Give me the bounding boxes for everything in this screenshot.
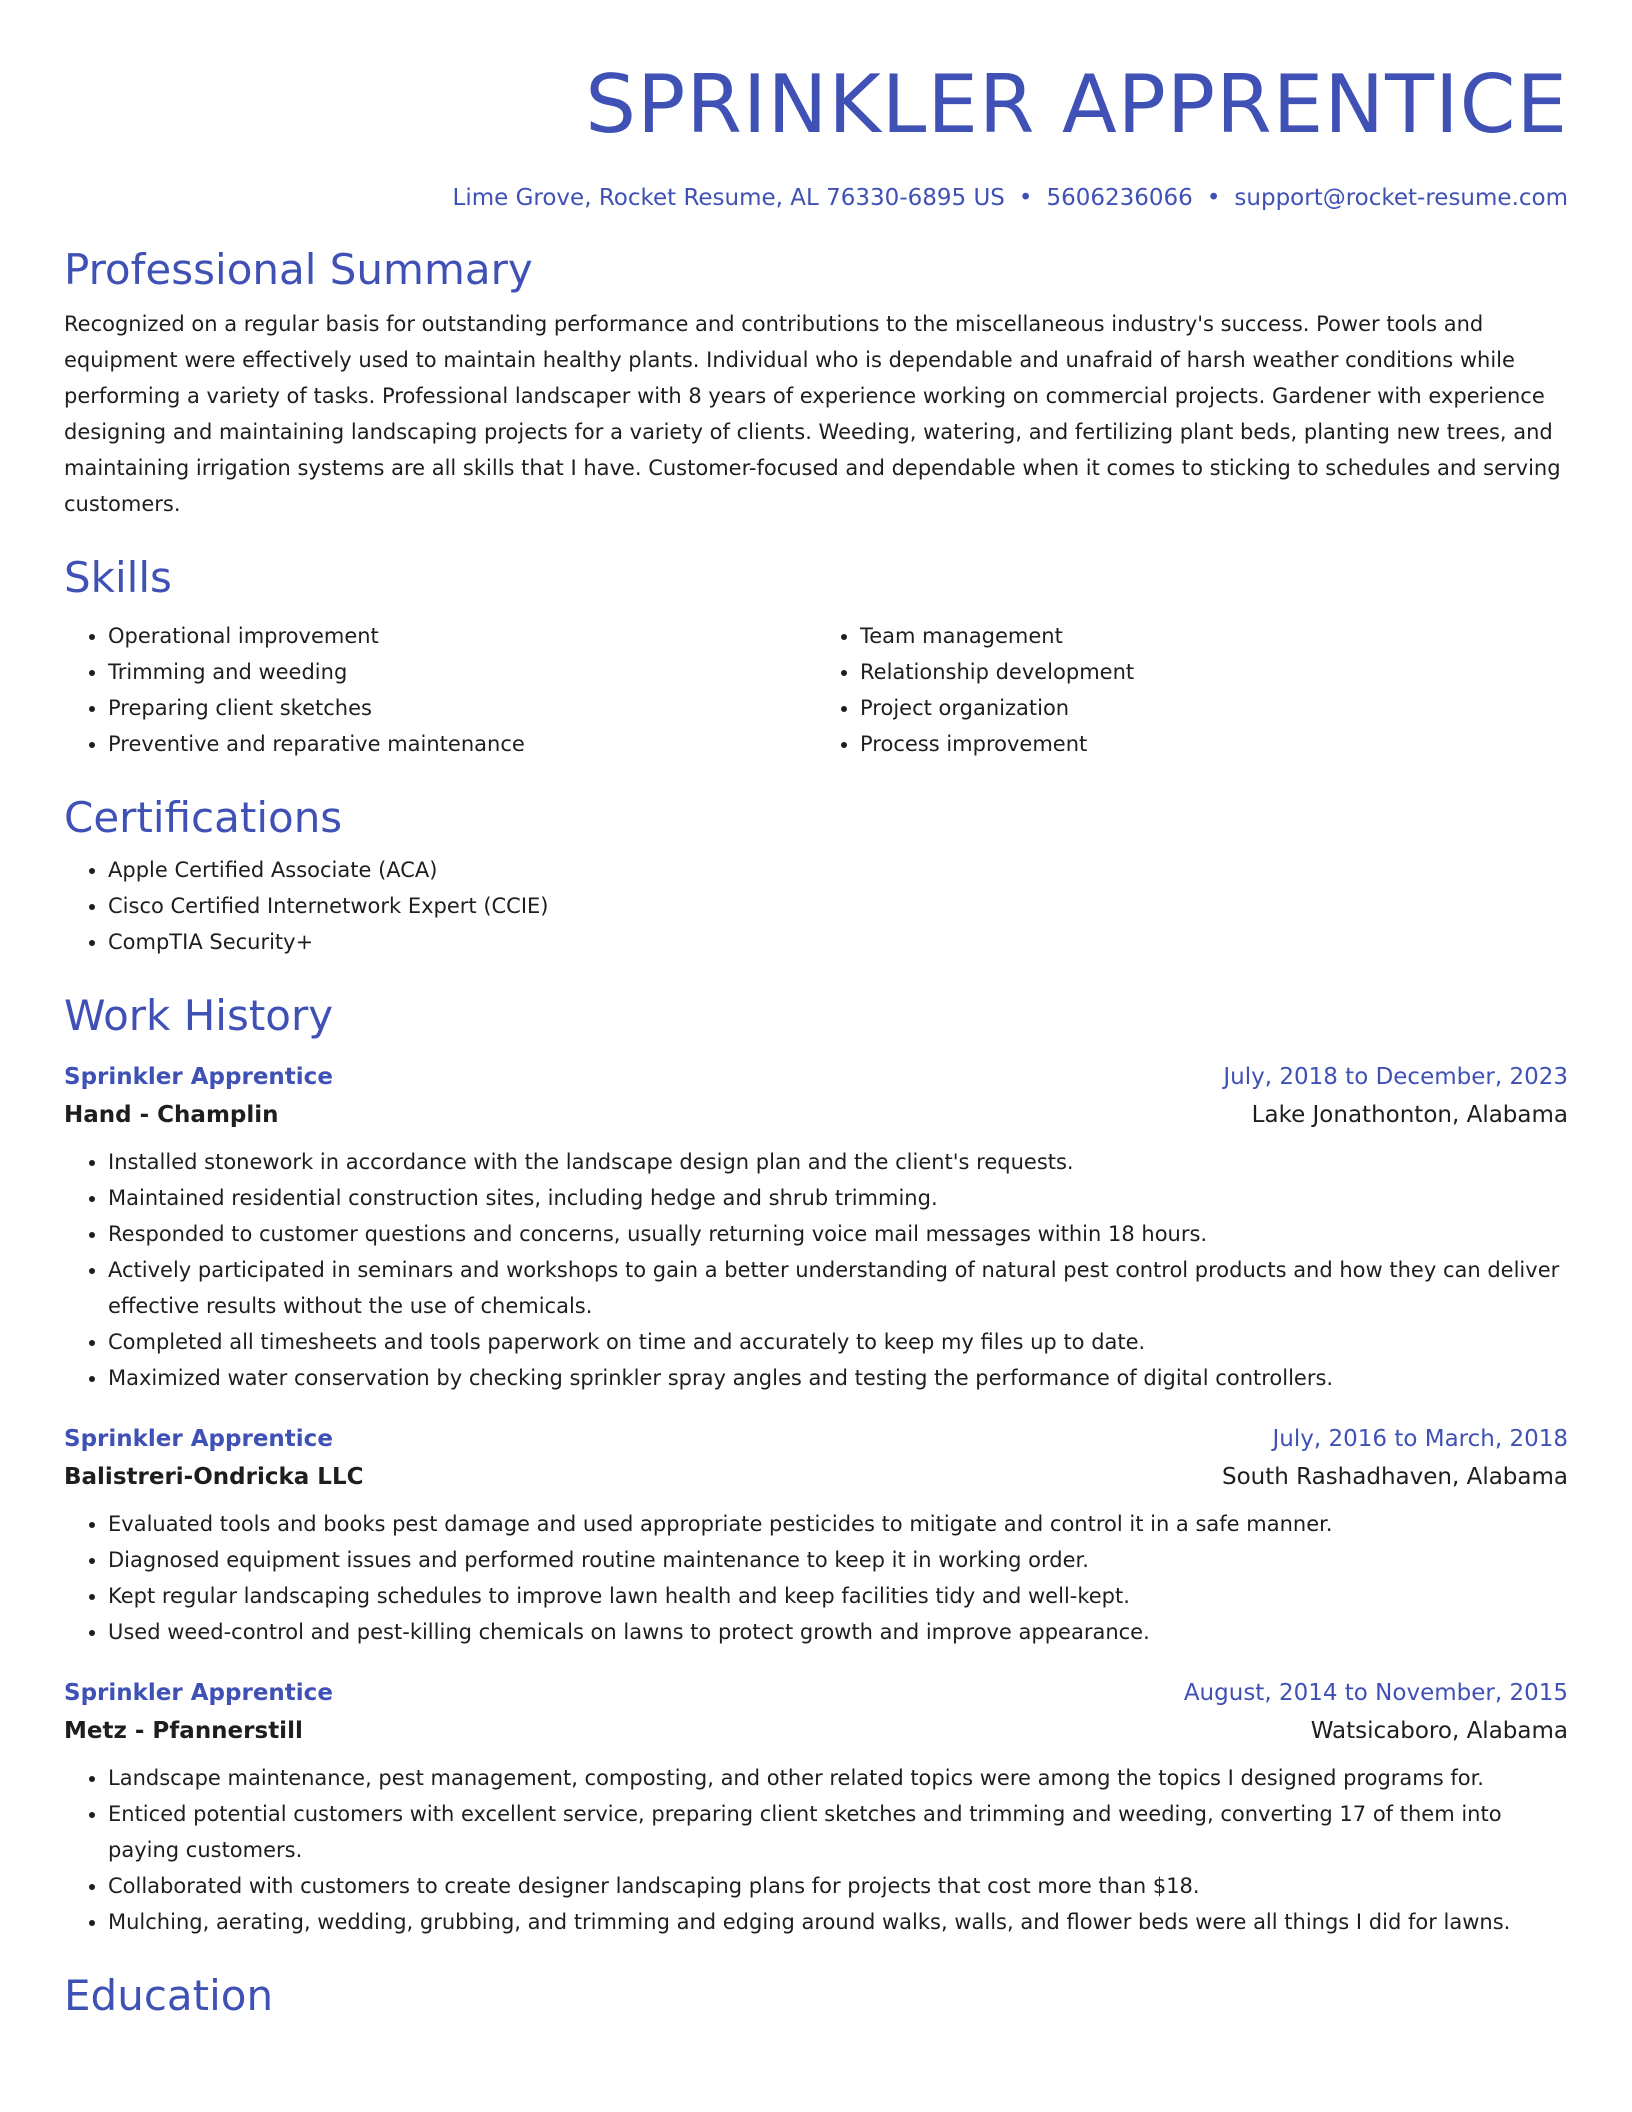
job-company: Hand - Champlin [64,1102,279,1128]
education-section [64,1968,1568,2024]
skills-left-list [64,618,816,762]
job-bullet: • Used weed-control and pest-killing chemicals on lawns to protect growth and improve appearance. [108,1614,1568,1650]
job-bullet: • Installed stonework in accordance with the landscape design plan and the client's requests. [108,1144,1568,1180]
job-entry [64,1058,1568,1396]
skills-right-list [816,618,1568,762]
skill-item: • Team management [860,618,1568,654]
job-bullet: • Maintained residential construction sites, including hedge and shrub trimming. [108,1180,1568,1216]
summary-text: Recognized on a regular basis for outstanding performance and contributions to the miscellaneous industry's success. Power tools and equipment were effectively used to maintain healthy plants. Individual who is dependable and unafraid of harsh weather conditions while performing a variety of tasks. Professional landscaper with 8 years of experience working on commercial projects. Gardener with experience designing and maintaining landscaping projects for a variety of clients. Weeding, watering, and fertilizing plant beds, planting new trees, and maintaining irrigation systems are all skills that I have. Customer-focused and dependable when it comes to sticking to schedules and serving customers. [64,312,1561,516]
job-title: Sprinkler Apprentice [64,1064,333,1090]
contact-address: Lime Grove, Rocket Resume, AL 76330-6895 US [452,185,1005,211]
skill-item: • Preparing client sketches [108,690,816,726]
job-title: Sprinkler Apprentice [64,1426,333,1452]
job-dates: July, 2016 to March, 2018 [1272,1426,1568,1452]
job-bullet: • Maximized water conservation by checking sprinkler spray angles and testing the performance of digital controllers. [108,1360,1568,1396]
resume-name: SPRINKLER APPRENTICE [585,58,1568,151]
job-dates: August, 2014 to November, 2015 [1183,1680,1568,1706]
contact-line [64,182,1568,214]
job-location: Watsicaboro, Alabama [1310,1718,1568,1744]
resume-page [64,0,1568,2024]
job-title: Sprinkler Apprentice [64,1680,333,1706]
job-bullet: • Collaborated with customers to create designer landscaping plans for projects that cost more than $18. [108,1868,1568,1904]
certifications-section [64,790,1568,960]
contact-phone: 5606236066 [1046,185,1193,211]
job-company: Metz - Pfannerstill [64,1718,303,1744]
contact-email: support@rocket-resume.com [1234,185,1568,211]
job-bullet: • Actively participated in seminars and workshops to gain a better understanding of natural pest control products and how they can deliver effective results without the use of chemicals. [108,1252,1568,1324]
certification-item: • Cisco Certified Internetwork Expert (CCIE) [108,888,1568,924]
certification-item: • CompTIA Security+ [108,924,1568,960]
job-bullets [64,1506,1568,1650]
job-location: Lake Jonathonton, Alabama [1251,1102,1568,1128]
skill-item: • Operational improvement [108,618,816,654]
job-bullet: • Completed all timesheets and tools paperwork on time and accurately to keep my files up to date. [108,1324,1568,1360]
job-bullet: • Evaluated tools and books pest damage and used appropriate pesticides to mitigate and control it in a safe manner. [108,1506,1568,1542]
job-dates: July, 2018 to December, 2023 [1223,1064,1568,1090]
skills-heading: Skills [64,553,172,602]
work-history-heading: Work History [64,991,334,1040]
summary-section [64,242,1568,522]
job-bullet: • Landscape maintenance, pest management, composting, and other related topics were among the topics I designed programs for. [108,1760,1568,1796]
job-entry [64,1674,1568,1940]
work-history-section [64,988,1568,1940]
skill-item: • Relationship development [860,654,1568,690]
job-bullet: • Mulching, aerating, wedding, grubbing, and trimming and edging around walks, walls, and flower beds were all things I did for lawns. [108,1904,1568,1940]
job-bullets [64,1760,1568,1940]
job-location: South Rashadhaven, Alabama [1221,1464,1568,1490]
contact-separator: • [1018,185,1033,211]
education-heading: Education [64,1971,274,2020]
skill-item: • Project organization [860,690,1568,726]
skill-item: • Preventive and reparative maintenance [108,726,816,762]
job-bullet: • Responded to customer questions and concerns, usually returning voice mail messages within 18 hours. [108,1216,1568,1252]
job-company: Balistreri-Ondricka LLC [64,1464,364,1490]
skills-columns [64,612,1568,762]
certifications-heading: Certifications [64,793,343,842]
summary-heading: Professional Summary [64,245,533,294]
job-bullets [64,1144,1568,1396]
contact-separator: • [1206,185,1221,211]
skill-item: • Trimming and weeding [108,654,816,690]
job-bullet: • Kept regular landscaping schedules to improve lawn health and keep facilities tidy and well-kept. [108,1578,1568,1614]
skills-section [64,550,1568,762]
certification-item: • Apple Certified Associate (ACA) [108,852,1568,888]
job-entry [64,1420,1568,1650]
certifications-list [64,852,1568,960]
skill-item: • Process improvement [860,726,1568,762]
job-bullet: • Diagnosed equipment issues and performed routine maintenance to keep it in working order. [108,1542,1568,1578]
job-bullet: • Enticed potential customers with excellent service, preparing client sketches and trimming and weeding, converting 17 of them into paying customers. [108,1796,1568,1868]
